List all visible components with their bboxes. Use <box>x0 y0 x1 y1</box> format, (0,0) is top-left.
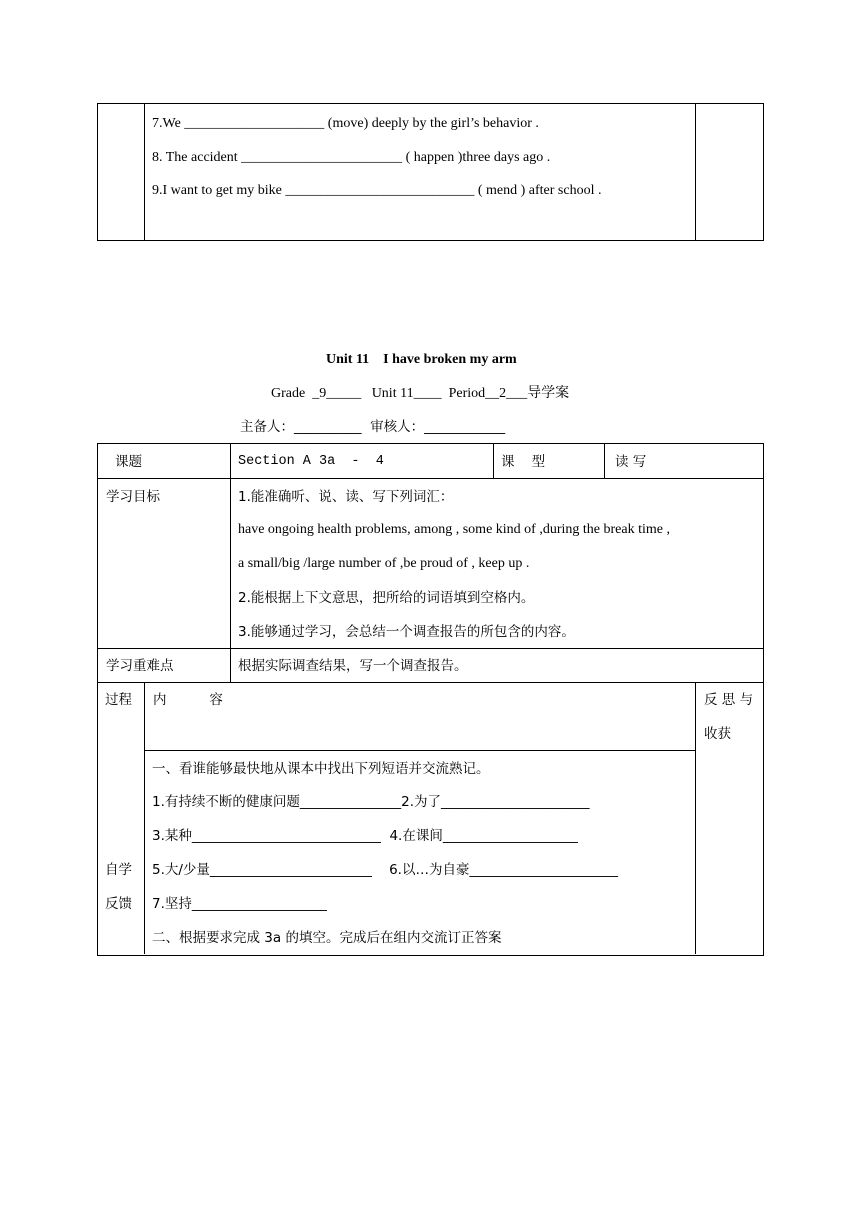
process-label: 过程 <box>105 692 132 708</box>
goals-label: 学习目标 <box>106 489 160 505</box>
self-item-row-1: 1.有持续不断的健康问题_______________2.为了______________________ <box>152 794 590 810</box>
type-value: 读 写 <box>615 454 647 470</box>
sentence-9: 9.I want to get my bike ___________________________ ( mend ) after school . <box>152 183 602 198</box>
grade-line: Grade _9_____ Unit 11____ Period__2___导学案 <box>271 386 570 401</box>
top-left-cell <box>98 104 145 241</box>
self-label-2: 反馈 <box>105 896 132 912</box>
self-item-row-3: 5.大/少量________________________ 6.以…为自豪______________________ <box>152 862 618 878</box>
goal-2: 2.能根据上下文意思，把所给的词语填到空格内。 <box>238 590 535 606</box>
content-label: 内 容 <box>153 692 223 708</box>
top-table <box>97 103 764 241</box>
topic-value: Section A 3a - 4 <box>238 454 384 469</box>
self-label-1: 自学 <box>105 862 132 878</box>
key-value: 根据实际调查结果，写一个调查报告。 <box>238 658 468 674</box>
preparer-line: 主备人：__________ 审核人：____________ <box>240 419 506 435</box>
top-right-cell <box>696 104 764 241</box>
reflect-label-2: 收获 <box>704 726 731 742</box>
self-item-row-2: 3.某种____________________________ 4.在课间____________________ <box>152 828 578 844</box>
self-item-heading-2: 二、根据要求完成 3a 的填空。完成后在组内交流订正答案 <box>152 930 502 946</box>
sentence-8: 8. The accident _______________________ ( happen )three days ago . <box>152 150 551 165</box>
sentence-7: 7.We ____________________ (move) deeply by the girl’s behavior . <box>152 116 539 131</box>
key-label: 学习重难点 <box>106 658 174 674</box>
main-table <box>97 443 763 955</box>
self-item-heading-1: 一、看谁能够最快地从课本中找出下列短语并交流熟记。 <box>152 761 490 777</box>
top-content-cell <box>145 104 696 241</box>
self-item-row-4: 7.坚持____________________ <box>152 896 327 912</box>
page-title: Unit 11 I have broken my arm <box>326 352 517 367</box>
reflect-label-1: 反 思 与 <box>704 692 754 708</box>
goal-1: 1.能准确听、说、读、写下列词汇： <box>238 489 454 505</box>
topic-label: 课题 <box>115 454 142 470</box>
goal-vocab-1: have ongoing health problems, among , some kind of ,during the break time , <box>238 522 670 537</box>
goal-vocab-2: a small/big /large number of ,be proud of , keep up . <box>238 556 530 571</box>
type-label: 课 型 <box>501 454 546 470</box>
goal-3: 3.能够通过学习，会总结一个调查报告的所包含的内容。 <box>238 624 575 640</box>
